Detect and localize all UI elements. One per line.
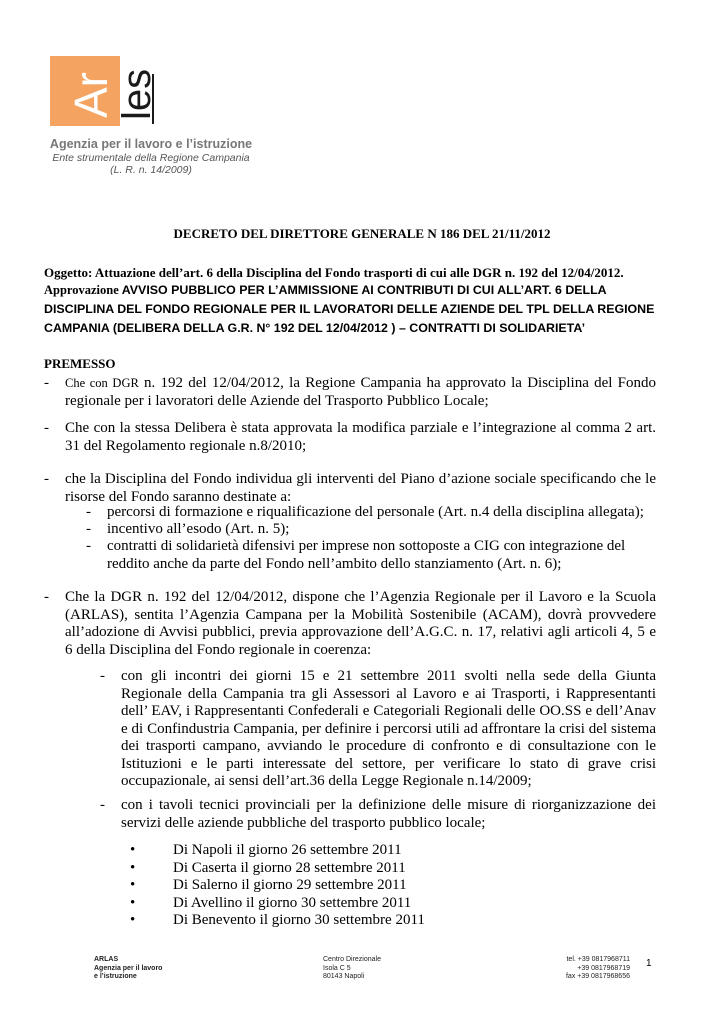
agency-sub-line1: Ente strumentale della Regione Campania	[52, 152, 250, 164]
list-item: • Di Caserta il giorno 28 settembre 2011	[130, 859, 406, 876]
bullet-icon: •	[130, 859, 136, 876]
dash-marker: -	[44, 375, 49, 391]
meetings-list	[130, 842, 425, 930]
logo-text-ar: Ar	[65, 72, 117, 118]
paragraph-1	[44, 375, 656, 410]
list-item: - con gli incontri dei giorni 15 e 21 settembre 2011 svolti nella sede della Giunta Regionale della Campania tra gli Assessori al Lavoro e ai Trasporti, i Rappresentanti dell’ EAV, i Rappresentanti Confederali e Categoriali Regionali delle OO.SS e dell’Anav e di Confindustria Campania, per definire i percorsi utili ad affrontare la crisi del sistema dei trasporti campano, avviando le procedure di confronto e di consultazione con le Istituzioni e le parti interessate del settore, per verificare lo stato di grave crisi occupazionale, ai sensi dell’art.36 della Legge Regionale n.14/2009;	[100, 668, 656, 789]
bullet-icon: •	[130, 894, 136, 911]
list-item: - contratti di solidarietà difensivi per imprese non sottoposte a CIG con integrazione del reddito anche da parte del Fondo nell’ambito dello stanziamento (Art. n. 6);	[86, 538, 626, 572]
subject-line1: Oggetto: Attuazione dell’art. 6 della Disciplina del Fondo trasporti di cui alle DGR n. 192 del 12/04/2012.	[44, 265, 624, 280]
agency-name: Agenzia per il lavoro e l’istruzione	[49, 137, 253, 151]
subject-line2: AVVISO PUBBLICO PER L’AMMISSIONE AI CONTRIBUTI DI CUI ALL’ART. 6 DELLA	[121, 283, 607, 297]
list-item: - percorsi di formazione e riqualificazione del personale (Art. n.4 della disciplina allegata);	[86, 504, 644, 520]
list-item: - incentivo all’esodo (Art. n. 5);	[86, 521, 290, 537]
decree-title: DECRETO DEL DIRETTORE GENERALE N 186 DEL 21/11/2012	[173, 226, 551, 241]
list-item: • Di Napoli il giorno 26 settembre 2011	[130, 842, 402, 858]
paragraph-1-lead: Che con DGR	[65, 376, 139, 390]
paragraph-4-text: Che la DGR n. 192 del 12/04/2012, dispone che l’Agenzia Regionale per il Lavoro e la Scuola (ARLAS), sentita l’Agenzia Campana per la Mobilità Sostenibile (ACAM), dovrà provvedere all’adozione di Avvisi pubblici, previa approvazione dell’A.G.C. n. 17, relativi agli articoli 4, 5 e 6 della Disciplina del Fondo regionale in coerenza:	[65, 589, 656, 658]
bullet-icon: •	[130, 877, 136, 893]
list-item: • Di Avellino il giorno 30 settembre 2011	[130, 894, 412, 911]
paragraph-4	[44, 589, 656, 659]
subject-caps	[44, 281, 664, 338]
dash-marker: -	[44, 471, 49, 487]
footer-address: Centro Direzionale Isola C 5 80143 Napoli	[323, 956, 381, 980]
subject-line3: DISCIPLINA DEL FONDO REGIONALE PER IL LAVORATORI DELLE AZIENDE DEL TPL DELLA REGIONE	[44, 302, 655, 316]
list-item: • Di Salerno il giorno 29 settembre 2011	[130, 877, 407, 893]
list-item: - con i tavoli tecnici provinciali per la definizione delle misure di riorganizzazione dei servizi delle aziende pubbliche del trasporto pubblico locale;	[100, 797, 656, 831]
agency-subtitle	[40, 152, 262, 176]
subject-approvazione: Approvazione	[44, 283, 119, 297]
bullet-icon: •	[130, 912, 136, 928]
dash-marker: -	[44, 420, 49, 436]
paragraph-1-text: n. 192 del 12/04/2012, la Regione Campania ha approvato la Disciplina del Fondo regionale per i lavoratori delle Aziende del Trasporto Pubblico Locale;	[65, 375, 656, 409]
footer-contacts: tel. +39 0817968711 +39 0817968719 fax +39 0817968656	[565, 956, 630, 980]
paragraph-2-text: Che con la stessa Delibera è stata approvata la modifica parziale e l’integrazione al comma 2 art. 31 del Regolamento regionale n.8/2010;	[65, 420, 656, 454]
paragraph-3-text: che la Disciplina del Fondo individua gli interventi del Piano d’azione sociale specificando che le risorse del Fondo saranno destinate a:	[65, 471, 656, 505]
paragraph-2	[44, 420, 656, 455]
arlas-logo	[50, 56, 158, 132]
agency-sub-line2: (L. R. n. 14/2009)	[110, 164, 192, 176]
page-number: 1	[646, 958, 652, 969]
bullet-icon: •	[130, 842, 136, 858]
footer-organization: ARLAS Agenzia per il lavoro e l’istruzione	[94, 956, 163, 980]
logo-graphic	[50, 56, 158, 132]
subject-line4: CAMPANIA (DELIBERA DELLA G.R. N° 192 DEL 12/04/2012 ) – CONTRATTI DI SOLIDARIETA’	[44, 321, 586, 335]
logo-text-les: les	[115, 68, 158, 120]
premesso-heading: PREMESSO	[44, 356, 116, 371]
subject-block	[44, 264, 664, 338]
paragraph-3	[44, 471, 656, 506]
list-item: • Di Benevento il giorno 30 settembre 2011	[130, 912, 425, 928]
dash-marker: -	[44, 589, 49, 605]
